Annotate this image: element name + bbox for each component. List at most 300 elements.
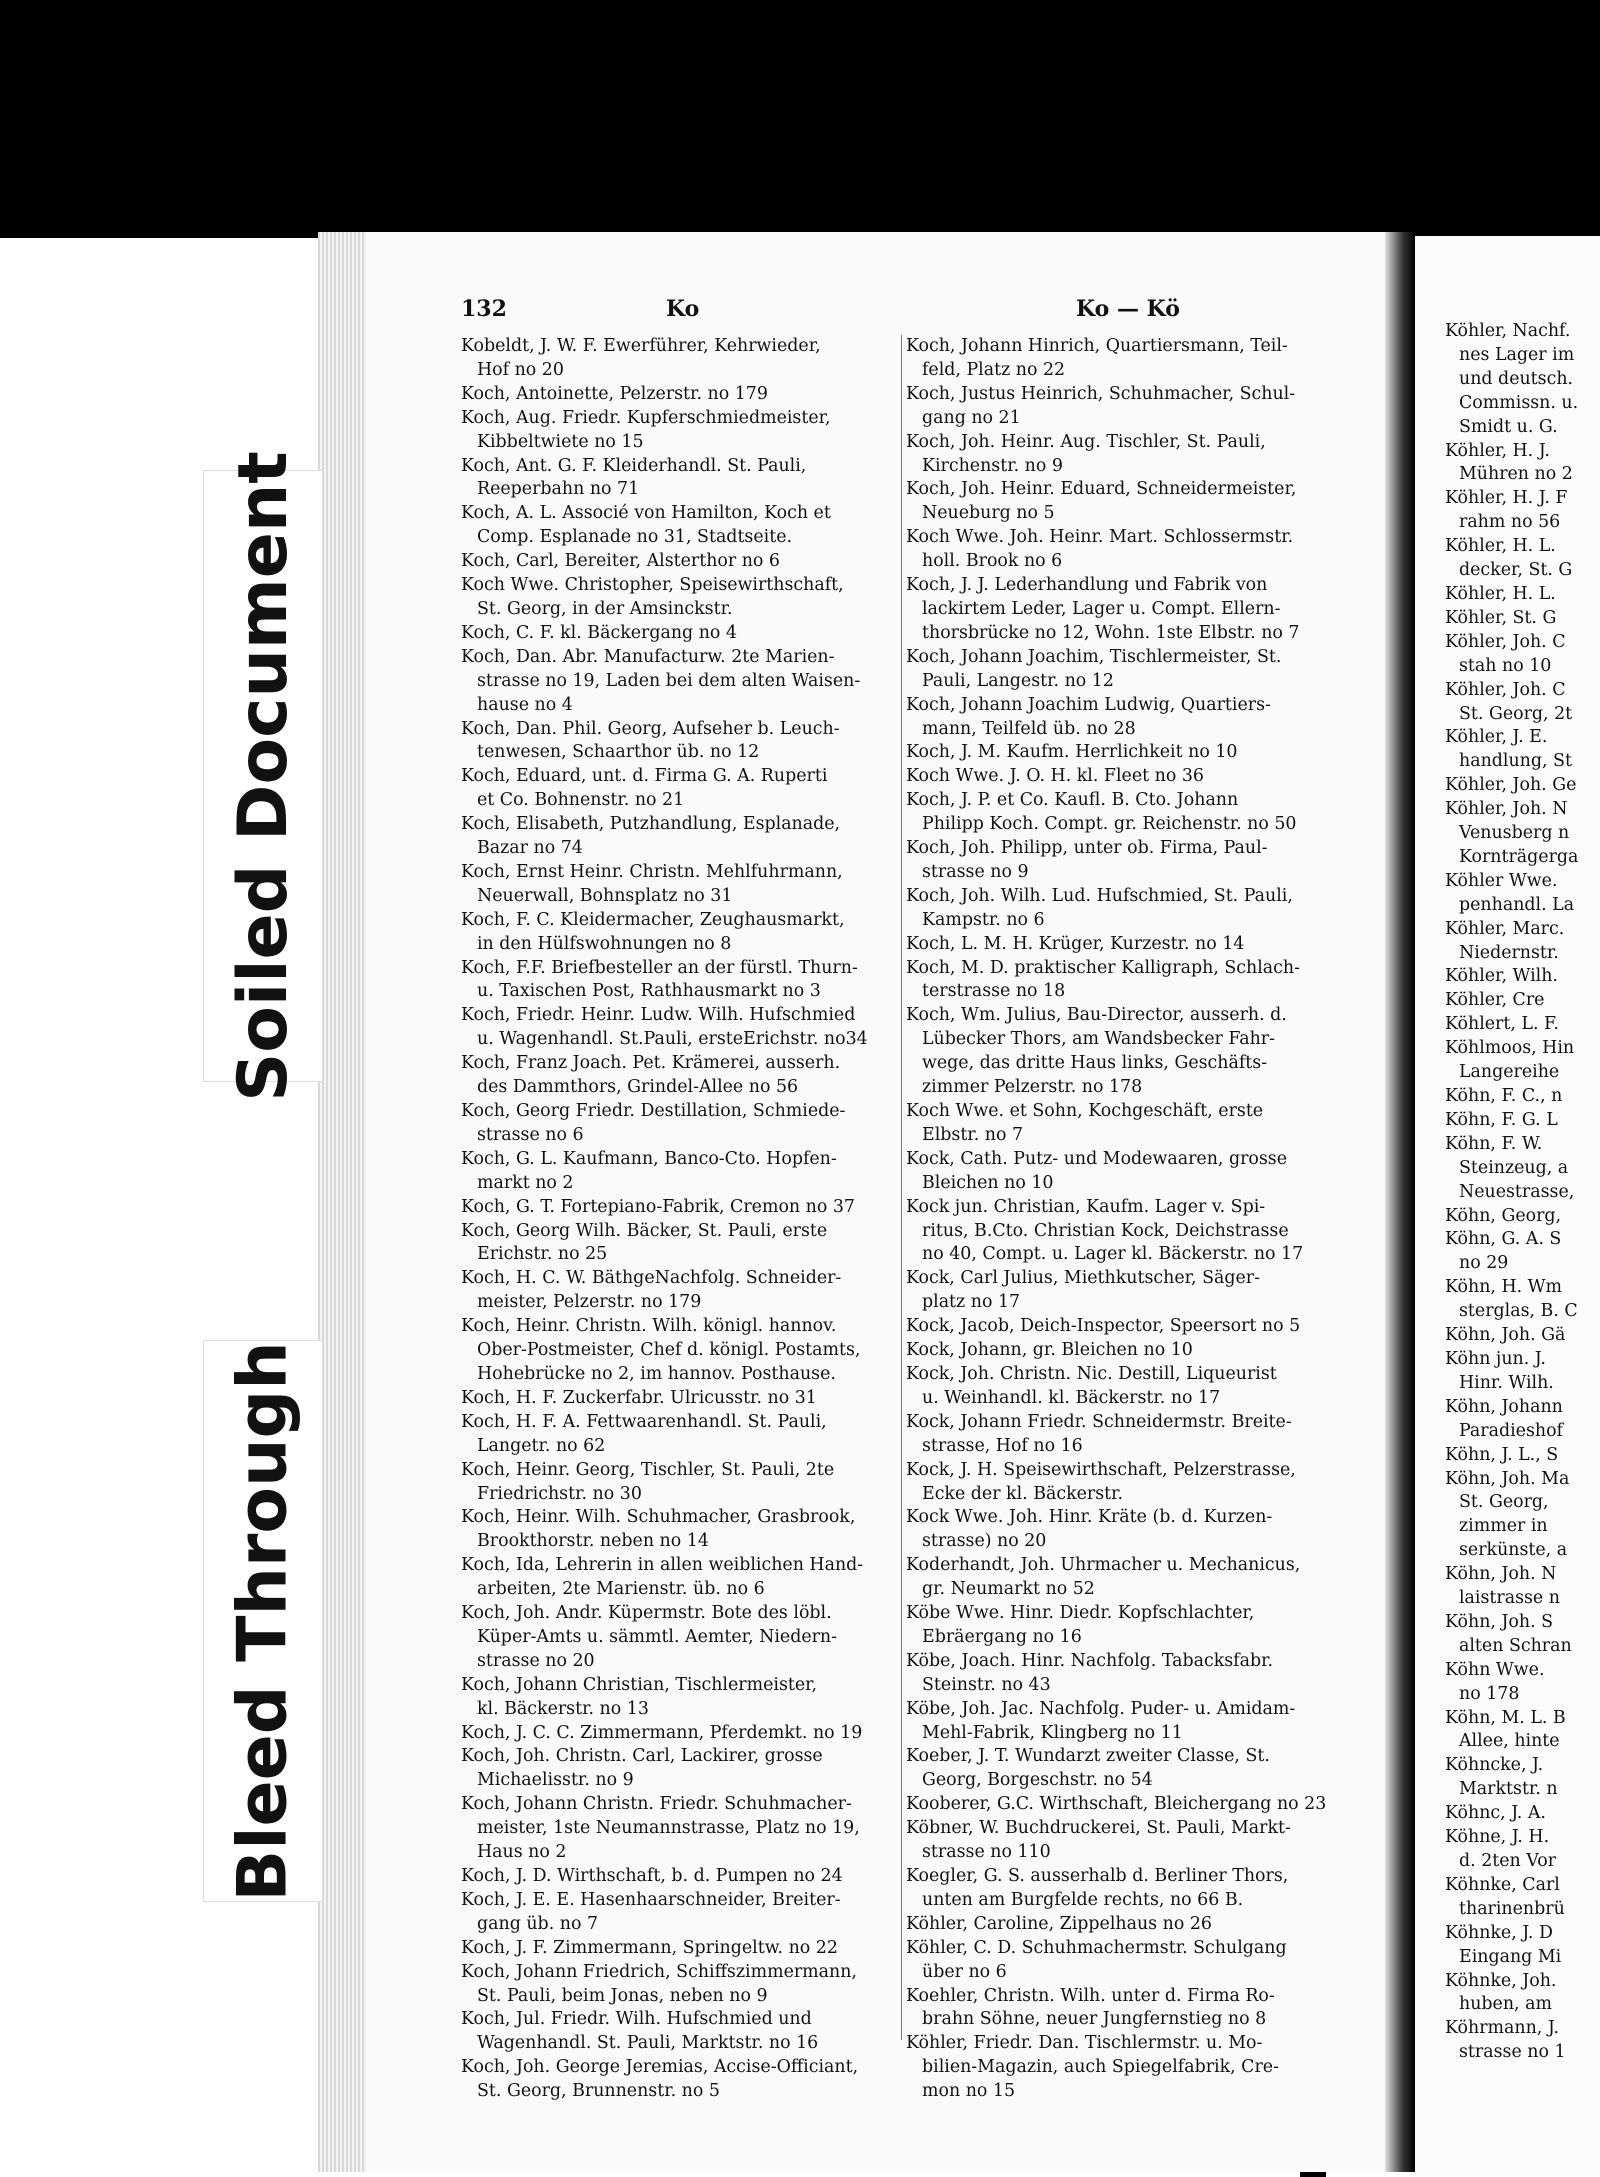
- directory-entry: [461, 1889, 901, 1937]
- entry-line: Koch, Ernst Heinr. Christn. Mehlfuhrmann,: [461, 861, 843, 882]
- directory-entry: [461, 335, 901, 383]
- entry-line: Koch, Dan. Phil. Georg, Aufseher b. Leuch-: [461, 718, 840, 739]
- directory-entry: [461, 1865, 901, 1889]
- fragment-line: Köhler, St. G: [1445, 607, 1557, 628]
- fragment-line: Köhn, Joh. S: [1445, 1611, 1554, 1632]
- entry-line: Koch, G. T. Fortepiano-Fabrik, Cremon no 37: [461, 1196, 855, 1217]
- fragment-line: strasse no 1: [1459, 2042, 1566, 2063]
- fragment-line: Steinzeug, a: [1459, 1157, 1569, 1178]
- fragment-line: St. Georg, 2t: [1459, 703, 1573, 724]
- entry-continuation: mann, Teilfeld üb. no 28: [922, 718, 1136, 739]
- entry-line: Koch, Carl, Bereiter, Alsterthor no 6: [461, 551, 780, 572]
- entry-line: Köbe, Joach. Hinr. Nachfolg. Tabacksfabr.: [906, 1650, 1274, 1671]
- entry-line: Koch, Dan. Abr. Manufacturw. 2te Marien-: [461, 646, 835, 667]
- directory-entry: [461, 765, 901, 813]
- entry-line: Köhler, C. D. Schuhmachermstr. Schulgang: [906, 1937, 1287, 1958]
- fragment-line: Köhn, H. Wm: [1445, 1277, 1563, 1298]
- entry-line: Koch, Johann Joachim, Tischlermeister, St.: [906, 646, 1282, 667]
- entry-continuation: u. Weinhandl. kl. Bäckerstr. no 17: [922, 1387, 1221, 1408]
- directory-entry: [906, 1004, 1356, 1100]
- fragment-line: Mühren no 2: [1459, 464, 1573, 485]
- entry-line: Koch, J. C. C. Zimmermann, Pferdemkt. no 19: [461, 1722, 863, 1743]
- directory-entry: [461, 1100, 901, 1148]
- directory-entry: [906, 1745, 1356, 1793]
- entry-line: Koch, Georg Friedr. Destillation, Schmiede-: [461, 1101, 846, 1121]
- entry-continuation: des Dammthors, Grindel-Allee no 56: [477, 1077, 799, 1098]
- directory-entry: [906, 1100, 1356, 1148]
- entry-line: Koch, Johann Joachim Ludwig, Quartiers-: [906, 694, 1271, 715]
- directory-entry: [461, 1148, 901, 1196]
- entry-continuation: St. Pauli, beim Jonas, neben no 9: [477, 1985, 768, 2006]
- left-running-head: Ko: [666, 296, 700, 322]
- directory-entry: [461, 574, 901, 622]
- entry-line: Koch, J. D. Wirthschaft, b. d. Pumpen no 24: [461, 1866, 843, 1886]
- fragment-line: Köhler, Joh. N: [1445, 799, 1568, 820]
- entry-continuation: Philipp Koch. Compt. gr. Reichenstr. no 50: [922, 814, 1297, 835]
- directory-entry: [461, 1004, 901, 1052]
- directory-entry: [906, 431, 1356, 479]
- entry-line: Koch, Wm. Julius, Bau-Director, ausserh. d.: [906, 1005, 1287, 1026]
- fragment-line: Köhn, F. W.: [1445, 1133, 1543, 1154]
- entry-line: Koeber, J. T. Wundarzt zweiter Classe, St.: [906, 1746, 1270, 1767]
- fragment-line: Köhler, Nachf.: [1445, 321, 1571, 341]
- entry-continuation: strasse no 20: [477, 1650, 595, 1671]
- entry-line: Köbner, W. Buchdruckerei, St. Pauli, Markt-: [906, 1818, 1291, 1839]
- entry-continuation: markt no 2: [477, 1172, 574, 1193]
- fragment-line: Langereihe: [1459, 1062, 1560, 1083]
- entry-line: Kock, Cath. Putz- und Modewaaren, grosse: [906, 1148, 1288, 1169]
- entry-continuation: strasse no 6: [477, 1124, 584, 1145]
- fragment-line: d. 2ten Vor: [1459, 1851, 1557, 1871]
- fragment-line: Köhn, Joh. N: [1445, 1564, 1557, 1585]
- entry-line: Koch, Elisabeth, Putzhandlung, Esplanade,: [461, 814, 841, 835]
- fragment-line: Köhrmann, J.: [1445, 2018, 1559, 2039]
- bleed-through-text: Bleed Through: [223, 1340, 303, 1902]
- directory-entry: [906, 1148, 1356, 1196]
- entry-continuation: Hohebrücke no 2, im hannov. Posthause.: [477, 1363, 836, 1384]
- entry-line: Koch, J. J. Lederhandlung und Fabrik von: [906, 575, 1268, 596]
- fragment-line: Köhler, Marc.: [1445, 918, 1565, 939]
- fragment-line: zimmer in: [1459, 1516, 1548, 1537]
- entry-line: Koch, Friedr. Heinr. Ludw. Wilh. Hufschmied: [461, 1005, 856, 1026]
- entry-continuation: Pauli, Langestr. no 12: [922, 670, 1114, 691]
- entry-line: Koch, Ant. G. F. Kleiderhandl. St. Pauli,: [461, 455, 807, 476]
- left-column: [461, 335, 901, 2104]
- fragment-line: Köhler, Joh. C: [1445, 679, 1566, 700]
- fragment-line: Köhler, Wilh.: [1445, 966, 1558, 987]
- directory-entry: [461, 1387, 901, 1411]
- entry-line: Koch, Franz Joach. Pet. Krämerei, ausserh.: [461, 1053, 841, 1074]
- entry-continuation: Comp. Esplanade no 31, Stadtseite.: [477, 527, 793, 548]
- directory-entry: [461, 861, 901, 909]
- entry-line: Koch, J. M. Kaufm. Herrlichkeit no 10: [906, 742, 1238, 763]
- entry-continuation: arbeiten, 2te Marienstr. üb. no 6: [477, 1579, 765, 1600]
- fragment-line: Köhn, M. L. B: [1445, 1707, 1566, 1728]
- entry-continuation: unten am Burgfelde rechts, no 66 B.: [922, 1889, 1244, 1910]
- entry-continuation: kl. Bäckerstr. no 13: [477, 1698, 649, 1719]
- fragment-line: Köhler, Joh. Ge: [1445, 775, 1577, 796]
- entry-line: Koch, Joh. Christn. Carl, Lackirer, grosse: [461, 1746, 823, 1767]
- fragment-line: Köhnke, Joh.: [1445, 1970, 1557, 1991]
- entry-continuation: gang üb. no 7: [477, 1913, 599, 1934]
- fragment-line: Köhn, F. G. L: [1445, 1109, 1558, 1130]
- entry-line: Koch, J. F. Zimmermann, Springeltw. no 22: [461, 1937, 838, 1958]
- entry-line: Köbe Wwe. Hinr. Diedr. Kopfschlachter,: [906, 1603, 1255, 1624]
- directory-entry: [461, 2056, 901, 2104]
- fragment-line: Köhn Wwe.: [1445, 1659, 1545, 1680]
- directory-entry: [461, 718, 901, 766]
- entry-line: Koch, Johann Christn. Friedr. Schuhmacher-: [461, 1794, 852, 1815]
- entry-continuation: Ecke der kl. Bäckerstr.: [922, 1483, 1124, 1504]
- entry-continuation: strasse no 9: [922, 861, 1029, 882]
- entry-line: Köhler, Friedr. Dan. Tischlermstr. u. Mo-: [906, 2033, 1263, 2054]
- directory-entry: [461, 1315, 901, 1387]
- entry-line: Koch, Joh. George Jeremias, Accise-Officiant,: [461, 2057, 859, 2078]
- directory-entry: [906, 1698, 1356, 1746]
- entry-line: Koch, Eduard, unt. d. Firma G. A. Ruperti: [461, 766, 828, 787]
- directory-entry: [906, 837, 1356, 885]
- fragment-line: Köhlert, L. F.: [1445, 1014, 1559, 1035]
- entry-line: Kooberer, G.C. Wirthschaft, Bleichergang no 23: [906, 1794, 1327, 1815]
- fragment-line: Köhler, Cre: [1445, 990, 1545, 1011]
- fragment-line: stah no 10: [1459, 655, 1552, 676]
- directory-entry: [906, 1315, 1356, 1339]
- fragment-line: Köhnc, J. A.: [1445, 1803, 1546, 1824]
- fragment-line: no 178: [1459, 1683, 1520, 1704]
- fragment-line: rahm no 56: [1459, 512, 1561, 533]
- fragment-line: Commissn. u.: [1459, 392, 1579, 413]
- entry-line: Koch Wwe. J. O. H. kl. Fleet no 36: [906, 766, 1204, 787]
- entry-continuation: no 40, Compt. u. Lager kl. Bäckerstr. no 17: [922, 1244, 1304, 1265]
- entry-line: Kock, Carl Julius, Miethkutscher, Säger-: [906, 1268, 1260, 1289]
- directory-entry: [906, 574, 1356, 646]
- entry-continuation: Neueburg no 5: [922, 503, 1055, 524]
- fragment-line: sterglas, B. C: [1459, 1301, 1578, 1322]
- fragment-line: Köhler, H. J.: [1445, 440, 1550, 461]
- entry-line: Koch, A. L. Associé von Hamilton, Koch et: [461, 503, 831, 524]
- fragment-line: Hinr. Wilh.: [1459, 1372, 1554, 1393]
- fragment-line: Neuestrasse,: [1459, 1181, 1575, 1202]
- book-gutter: [1385, 232, 1415, 2172]
- fragment-line: decker, St. G: [1459, 560, 1573, 581]
- entry-continuation: Elbstr. no 7: [922, 1124, 1024, 1145]
- entry-continuation: gang no 21: [922, 407, 1021, 428]
- entry-line: Kock, Joh. Christn. Nic. Destill, Liqueurist: [906, 1363, 1277, 1384]
- entry-continuation: Erichstr. no 25: [477, 1244, 608, 1265]
- entry-continuation: meister, 1ste Neumannstrasse, Platz no 19,: [477, 1818, 860, 1839]
- entry-continuation: terstrasse no 18: [922, 981, 1066, 1002]
- entry-continuation: Neuerwall, Bohnsplatz no 31: [477, 885, 733, 906]
- page-number: 132: [461, 296, 507, 322]
- directory-entry: [906, 1937, 1356, 1985]
- fragment-line: Venusberg n: [1459, 823, 1570, 844]
- right-column: [906, 335, 1356, 2104]
- directory-entry: [461, 1602, 901, 1674]
- entry-line: Koch Wwe. et Sohn, Kochgeschäft, erste: [906, 1101, 1264, 1121]
- fragment-line: St. Georg,: [1459, 1492, 1549, 1513]
- entry-line: Koch, Antoinette, Pelzerstr. no 179: [461, 383, 768, 404]
- entry-continuation: Langetr. no 62: [477, 1435, 606, 1456]
- directory-entry: [461, 1745, 901, 1793]
- page-edges: [318, 232, 366, 2172]
- entry-continuation: u. Taxischen Post, Rathhausmarkt no 3: [477, 981, 821, 1002]
- entry-line: Koch, Jul. Friedr. Wilh. Hufschmied und: [461, 2009, 812, 2030]
- fragment-line: Allee, hinte: [1459, 1731, 1560, 1752]
- entry-line: Koch, C. F. kl. Bäckergang no 4: [461, 622, 737, 643]
- directory-entry: [906, 1267, 1356, 1315]
- entry-continuation: strasse, Hof no 16: [922, 1435, 1083, 1456]
- entry-continuation: gr. Neumarkt no 52: [922, 1579, 1095, 1600]
- fragment-line: Köhler, H. L.: [1445, 583, 1556, 604]
- column-divider: [901, 335, 902, 2040]
- entry-continuation: Friedrichstr. no 30: [477, 1483, 642, 1504]
- entry-line: Kock, J. H. Speisewirthschaft, Pelzerstrasse,: [906, 1459, 1296, 1480]
- entry-line: Kock jun. Christian, Kaufm. Lager v. Spi-: [906, 1196, 1266, 1217]
- entry-continuation: Bazar no 74: [477, 838, 583, 859]
- entry-line: Koch, F. C. Kleidermacher, Zeughausmarkt,: [461, 909, 845, 930]
- directory-entry: [906, 1554, 1356, 1602]
- fragment-line: Köhler, H. L.: [1445, 536, 1556, 557]
- fragment-line: Köhnke, J. D: [1445, 1922, 1553, 1943]
- fragment-line: serkünste, a: [1459, 1540, 1568, 1561]
- entry-line: Kock, Johann Friedr. Schneidermstr. Breite-: [906, 1411, 1292, 1432]
- fragment-line: Köhn, G. A. S: [1445, 1229, 1562, 1250]
- next-page: [1415, 236, 1600, 2176]
- entry-line: Koch, Justus Heinrich, Schuhmacher, Schul-: [906, 383, 1296, 404]
- entry-line: Koch, Joh. Andr. Küpermstr. Bote des löbl.: [461, 1603, 832, 1624]
- entry-continuation: Küper-Amts u. sämmtl. Aemter, Niedern-: [477, 1626, 838, 1647]
- directory-entry: [906, 957, 1356, 1005]
- entry-continuation: bilien-Magazin, auch Spiegelfabrik, Cre-: [922, 2057, 1279, 2078]
- directory-entry: [906, 2032, 1356, 2104]
- fragment-line: Köhn, Joh. Gä: [1445, 1325, 1566, 1346]
- fragment-line: Paradieshof: [1459, 1420, 1563, 1441]
- fragment-line: Köhn, F. C., n: [1445, 1086, 1563, 1106]
- fragment-line: Köhler Wwe.: [1445, 870, 1558, 891]
- directory-entry: [906, 1865, 1356, 1913]
- fragment-line: handlung, St: [1459, 751, 1572, 772]
- fragment-line: Köhn, Joh. Ma: [1445, 1468, 1570, 1489]
- directory-entry: [461, 1267, 901, 1315]
- fragment-line: Köhn, Johann: [1445, 1396, 1563, 1417]
- directory-entry: [906, 1411, 1356, 1459]
- entry-continuation: platz no 17: [922, 1292, 1021, 1313]
- directory-entry: [461, 1722, 901, 1746]
- right-running-head: Ko — Kö: [1076, 296, 1180, 322]
- entry-continuation: in den Hülfswohnungen no 8: [477, 933, 732, 954]
- directory-entry: [906, 526, 1356, 574]
- fragment-line: Köhlmoos, Hin: [1445, 1038, 1575, 1059]
- directory-entry: [461, 455, 901, 503]
- directory-entry: [461, 646, 901, 718]
- entry-continuation: Reeperbahn no 71: [477, 479, 640, 500]
- entry-line: Koch, G. L. Kaufmann, Banco-Cto. Hopfen-: [461, 1148, 837, 1169]
- entry-continuation: Hof no 20: [477, 359, 564, 380]
- entry-line: Koch, H. F. A. Fettwaarenhandl. St. Pauli,: [461, 1411, 827, 1432]
- entry-continuation: Haus no 2: [477, 1842, 567, 1863]
- fragment-line: und deutsch.: [1459, 368, 1574, 389]
- entry-continuation: Kampstr. no 6: [922, 909, 1045, 930]
- directory-entry: [906, 478, 1356, 526]
- fragment-line: Köhler, J. E.: [1445, 727, 1548, 748]
- directory-entry: [906, 933, 1356, 957]
- directory-entry: [461, 1459, 901, 1507]
- entry-continuation: tenwesen, Schaarthor üb. no 12: [477, 742, 760, 763]
- entry-continuation: Steinstr. no 43: [922, 1674, 1051, 1695]
- entry-line: Koch, Johann Friedrich, Schiffszimmermann,: [461, 1961, 857, 1982]
- directory-entry: [461, 383, 901, 407]
- entry-line: Koch, Joh. Philipp, unter ob. Firma, Paul-: [906, 838, 1268, 859]
- entry-line: Köhler, Caroline, Zippelhaus no 26: [906, 1913, 1212, 1934]
- entry-line: Koehler, Christn. Wilh. unter d. Firma Ro-: [906, 1985, 1275, 2006]
- fragment-line: Köhn, J. L., S: [1445, 1444, 1559, 1465]
- fragment-line: nes Lager im: [1459, 344, 1575, 365]
- directory-entry: [461, 502, 901, 550]
- directory-entry: [906, 1913, 1356, 1937]
- entry-line: Koch, Heinr. Wilh. Schuhmacher, Grasbrook,: [461, 1507, 856, 1528]
- directory-entry: [906, 1817, 1356, 1865]
- fragment-line: Köhn jun. J.: [1445, 1348, 1546, 1369]
- entry-continuation: holl. Brook no 6: [922, 551, 1063, 572]
- entry-continuation: St. Georg, Brunnenstr. no 5: [477, 2081, 720, 2102]
- directory-entry: [906, 646, 1356, 694]
- directory-entry: [461, 909, 901, 957]
- entry-continuation: feld, Platz no 22: [922, 359, 1066, 380]
- entry-line: Koch, Heinr. Georg, Tischler, St. Pauli, 2te: [461, 1459, 835, 1480]
- fragment-line: tharinenbrü: [1459, 1898, 1565, 1919]
- fragment-line: Eingang Mi: [1459, 1946, 1562, 1967]
- entry-line: Koch, Ida, Lehrerin in allen weiblichen Hand-: [461, 1555, 864, 1576]
- fragment-line: Smidt u. G.: [1459, 416, 1558, 437]
- entry-line: Koch, Aug. Friedr. Kupferschmiedmeister,: [461, 407, 831, 428]
- entry-continuation: Ebräergang no 16: [922, 1626, 1082, 1647]
- fragment-line: Köhler, Joh. C: [1445, 631, 1566, 652]
- entry-continuation: strasse no 110: [922, 1842, 1051, 1863]
- entry-continuation: strasse no 19, Laden bei dem alten Waisen-: [477, 670, 861, 691]
- entry-line: Koch, Joh. Wilh. Lud. Hufschmied, St. Pauli,: [906, 885, 1293, 906]
- directory-entry: [906, 694, 1356, 742]
- entry-continuation: et Co. Bohnenstr. no 21: [477, 790, 685, 811]
- directory-entry: [906, 789, 1356, 837]
- directory-entry: [461, 1793, 901, 1865]
- directory-entry: [461, 813, 901, 861]
- entry-line: Koch, F.F. Briefbesteller an der fürstl. Thurn-: [461, 957, 858, 978]
- fragment-line: Marktstr. n: [1459, 1779, 1558, 1800]
- entry-continuation: mon no 15: [922, 2081, 1016, 2102]
- fragment-line: alten Schran: [1459, 1635, 1572, 1656]
- directory-entry: [461, 1674, 901, 1722]
- directory-entry: [461, 2008, 901, 2056]
- soiled-document-text: Soiled Document: [223, 450, 303, 1102]
- entry-line: Kock, Johann, gr. Bleichen no 10: [906, 1340, 1193, 1361]
- fragment-line: Köhn, Georg,: [1445, 1205, 1562, 1226]
- fragment-line: Kornträgerga: [1459, 846, 1579, 867]
- directory-entry: [906, 1196, 1356, 1268]
- directory-entry: [461, 407, 901, 455]
- entry-continuation: Kibbeltwiete no 15: [477, 431, 644, 452]
- entry-line: Koch Wwe. Christopher, Speisewirthschaft,: [461, 575, 844, 596]
- entry-line: Kock, Jacob, Deich-Inspector, Speersort no 5: [906, 1316, 1301, 1337]
- directory-entry: [461, 1506, 901, 1554]
- directory-entry: [461, 1961, 901, 2009]
- entry-continuation: Lübecker Thors, am Wandsbecker Fahr-: [922, 1029, 1275, 1050]
- directory-entry: [461, 1196, 901, 1220]
- entry-continuation: zimmer Pelzerstr. no 178: [922, 1077, 1143, 1098]
- entry-continuation: thorsbrücke no 12, Wohn. 1ste Elbstr. no 7: [922, 622, 1300, 643]
- entry-continuation: brahn Söhne, neuer Jungfernstieg no 8: [922, 2009, 1267, 2030]
- entry-line: Koch, Joh. Heinr. Eduard, Schneidermeister,: [906, 479, 1297, 500]
- fragment-line: Niedernstr.: [1459, 942, 1559, 963]
- entry-line: Kock Wwe. Joh. Hinr. Kräte (b. d. Kurzen-: [906, 1507, 1273, 1528]
- directory-entry: [906, 1793, 1356, 1817]
- directory-entry: [906, 1985, 1356, 2033]
- entry-continuation: Mehl-Fabrik, Klingberg no 11: [922, 1722, 1183, 1743]
- fragment-line: Köhnke, Carl: [1445, 1874, 1560, 1895]
- directory-entry: [461, 550, 901, 574]
- entry-continuation: über no 6: [922, 1961, 1007, 1982]
- directory-entry: [906, 1650, 1356, 1698]
- directory-entry: [461, 1411, 901, 1459]
- entry-line: Koch, M. D. praktischer Kalligraph, Schlach-: [906, 957, 1300, 978]
- entry-line: Koch, Johann Christian, Tischlermeister,: [461, 1674, 818, 1695]
- directory-entry: [906, 1459, 1356, 1507]
- entry-continuation: Wagenhandl. St. Pauli, Marktstr. no 16: [477, 2033, 819, 2054]
- directory-entry: [461, 1052, 901, 1100]
- fragment-line: laistrasse n: [1459, 1588, 1560, 1609]
- entry-continuation: wege, das dritte Haus links, Geschäfts-: [922, 1053, 1268, 1074]
- entry-continuation: Michaelisstr. no 9: [477, 1770, 634, 1791]
- entry-line: Koch, Johann Hinrich, Quartiersmann, Teil-: [906, 336, 1288, 356]
- scan-background-top: [0, 0, 1600, 238]
- directory-entry: [906, 765, 1356, 789]
- fragment-line: no 29: [1459, 1253, 1509, 1274]
- directory-entry: [461, 1220, 901, 1268]
- entry-line: Koch, J. P. et Co. Kaufl. B. Cto. Johann: [906, 790, 1239, 811]
- bleed-through-label: [203, 1340, 323, 1902]
- entry-line: Koch, H. C. W. BäthgeNachfolg. Schneider-: [461, 1268, 842, 1289]
- soiled-document-label: [203, 450, 323, 1102]
- entry-line: Koch, Georg Wilh. Bäcker, St. Pauli, erste: [461, 1220, 828, 1241]
- entry-line: Koch, J. E. E. Hasenhaarschneider, Breiter-: [461, 1889, 841, 1910]
- entry-line: Koch, Joh. Heinr. Aug. Tischler, St. Pauli,: [906, 431, 1266, 452]
- directory-entry: [906, 383, 1356, 431]
- directory-entry: [906, 1602, 1356, 1650]
- entry-continuation: ritus, B.Cto. Christian Kock, Deichstrasse: [922, 1220, 1289, 1241]
- fragment-line: penhandl. La: [1459, 894, 1575, 915]
- entry-continuation: lackirtem Leder, Lager u. Compt. Ellern-: [922, 598, 1281, 619]
- directory-entry: [906, 1339, 1356, 1363]
- entry-line: Koegler, G. S. ausserhalb d. Berliner Thors,: [906, 1866, 1289, 1886]
- directory-entry: [906, 1363, 1356, 1411]
- entry-line: Koch, Heinr. Christn. Wilh. königl. hannov.: [461, 1316, 837, 1337]
- entry-continuation: Ober-Postmeister, Chef d. königl. Postamts,: [477, 1340, 861, 1361]
- entry-line: Koch, L. M. H. Krüger, Kurzestr. no 14: [906, 933, 1245, 954]
- directory-entry: [461, 957, 901, 1005]
- directory-entry: [906, 885, 1356, 933]
- entry-line: Kobeldt, J. W. F. Ewerführer, Kehrwieder,: [461, 336, 821, 356]
- entry-continuation: hause no 4: [477, 694, 573, 715]
- entry-continuation: Bleichen no 10: [922, 1172, 1054, 1193]
- directory-entry: [906, 741, 1356, 765]
- fragment-line: Köhncke, J.: [1445, 1755, 1544, 1776]
- directory-entry: [906, 335, 1356, 383]
- next-page-column: [1445, 320, 1600, 2065]
- directory-entry: [461, 622, 901, 646]
- entry-line: Koderhandt, Joh. Uhrmacher u. Mechanicus,: [906, 1555, 1301, 1576]
- fragment-line: huben, am: [1459, 1994, 1552, 2015]
- directory-entry: [461, 1554, 901, 1602]
- entry-line: Köbe, Joh. Jac. Nachfolg. Puder- u. Amidam-: [906, 1698, 1296, 1719]
